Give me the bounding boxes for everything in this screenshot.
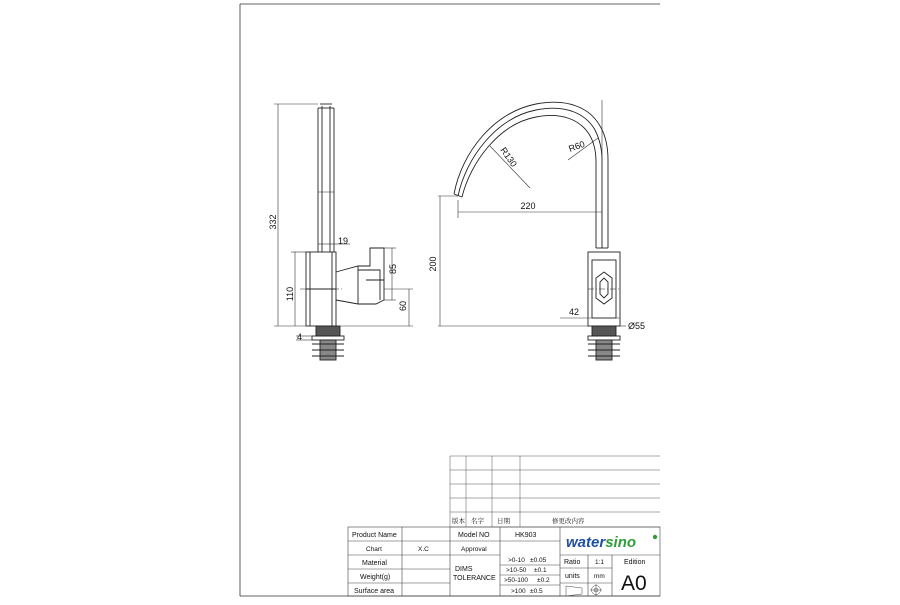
rev-header-date: 日期 bbox=[497, 517, 510, 525]
watersino-logo bbox=[566, 534, 657, 551]
rev-header-version: 版本 bbox=[452, 517, 465, 525]
dim-r60: R60 bbox=[567, 138, 587, 154]
model-no-value: HK903 bbox=[515, 532, 537, 539]
dim-60: 60 bbox=[398, 300, 408, 312]
dim-85: 85 bbox=[388, 263, 398, 275]
logo-dot-icon bbox=[653, 535, 657, 539]
units-label: units bbox=[565, 573, 580, 580]
tolerance-value-2: ±0.1 bbox=[534, 567, 547, 574]
logo-sino-text: sino bbox=[605, 534, 637, 551]
tolerance-value-1: ±0.05 bbox=[530, 557, 547, 564]
model-no-label: Model NO bbox=[458, 532, 490, 539]
front-spout bbox=[454, 102, 608, 248]
units-value: mm bbox=[594, 573, 605, 580]
weight-label: Weight(g) bbox=[360, 574, 391, 581]
dim-110: 110 bbox=[285, 286, 295, 302]
side-dimensions bbox=[274, 104, 413, 340]
dim-r130: R130 bbox=[498, 145, 519, 169]
tolerance-value-4: ±0.5 bbox=[530, 588, 543, 595]
ratio-value: 1:1 bbox=[595, 559, 605, 566]
logo-water-text: water bbox=[566, 534, 606, 551]
svg-text:watersino bbox=[566, 534, 636, 551]
surface-area-label: Surface area bbox=[354, 588, 395, 595]
edition-label: Edition bbox=[624, 559, 646, 566]
rev-header-name: 名字 bbox=[471, 517, 484, 525]
tolerance-range-4: >100 bbox=[511, 588, 526, 595]
rev-header-content: 修更改内容 bbox=[552, 517, 585, 525]
approval-label: Approval bbox=[461, 546, 487, 553]
dim-19: 19 bbox=[338, 236, 349, 246]
side-body bbox=[300, 252, 344, 326]
dim-42: 42 bbox=[568, 307, 580, 317]
chart-label: Chart bbox=[366, 546, 382, 553]
dim-dia55: Ø55 bbox=[628, 321, 646, 331]
side-spout bbox=[318, 104, 334, 252]
front-view bbox=[454, 102, 620, 360]
dim-200: 200 bbox=[428, 256, 438, 272]
tolerance-range-1: >0-10 bbox=[508, 557, 525, 564]
dim-220: 220 bbox=[520, 201, 536, 211]
material-label: Material bbox=[362, 560, 387, 567]
tolerance-range-3: >50-100 bbox=[504, 577, 529, 584]
tolerance-label-dims: DIMS bbox=[455, 566, 473, 573]
chart-value: X.C bbox=[418, 546, 429, 553]
side-base bbox=[312, 326, 344, 360]
tolerance-label-tolerance: TOLERANCE bbox=[453, 575, 496, 582]
product-name-label: Product Name bbox=[352, 532, 397, 539]
front-body bbox=[588, 252, 620, 326]
tolerance-value-3: ±0.2 bbox=[537, 577, 550, 584]
side-view bbox=[300, 104, 384, 360]
ratio-label: Ratio bbox=[564, 559, 581, 566]
front-base bbox=[588, 326, 620, 360]
projection-symbol-icon bbox=[566, 584, 602, 596]
sheet-size: A0 bbox=[621, 572, 647, 595]
side-handle bbox=[336, 248, 384, 304]
tolerance-range-2: >10-50 bbox=[506, 567, 527, 574]
dim-332: 332 bbox=[268, 214, 278, 230]
dim-4: 4 bbox=[297, 332, 303, 342]
front-dimensions bbox=[438, 100, 626, 326]
